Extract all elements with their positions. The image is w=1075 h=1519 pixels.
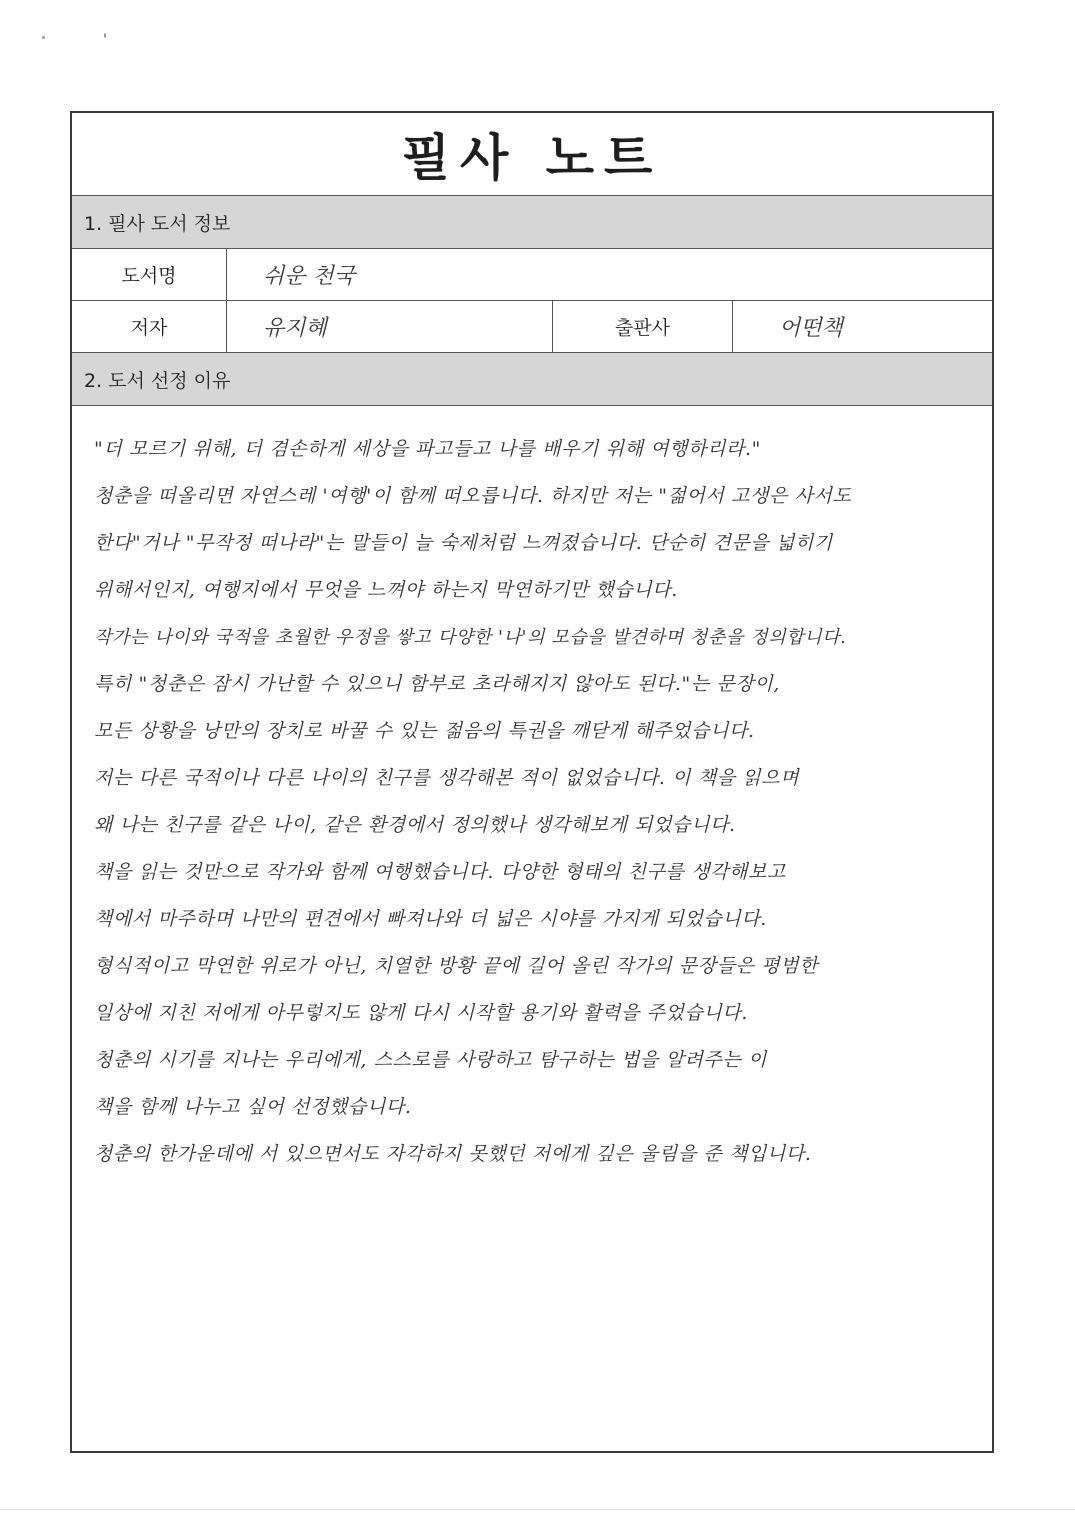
book-title-row xyxy=(72,249,992,301)
transcription-note-form xyxy=(70,111,994,1453)
reason-line: 청춘을 떠올리면 자연스레 '여행'이 함께 떠오릅니다. 하지만 저는 "젊어서 고생은 사서도 xyxy=(94,485,852,507)
scan-edge-line xyxy=(0,1509,1075,1510)
scan-speck xyxy=(42,36,45,39)
selection-reason-text xyxy=(72,406,992,1178)
author-value: 유지혜 xyxy=(227,301,553,352)
page-title: 필사 노트 xyxy=(401,129,663,187)
book-title-value: 쉬운 천국 xyxy=(263,264,356,289)
reason-line: 모든 상황을 낭만의 장치로 바꿀 수 있는 젊음의 특권을 깨닫게 해주었습니다. xyxy=(94,720,755,742)
reason-line: 책을 함께 나누고 싶어 선정했습니다. xyxy=(94,1096,412,1118)
reason-line: 저는 다른 국적이나 다른 나이의 친구를 생각해본 적이 없었습니다. 이 책을 읽으며 xyxy=(94,767,800,789)
publisher-label: 출판사 xyxy=(553,301,733,352)
reason-line: 왜 나는 친구를 같은 나이, 같은 환경에서 정의했나 생각해보게 되었습니다. xyxy=(94,814,736,836)
scan-speck xyxy=(104,33,106,38)
reason-line: 위해서인지, 여행지에서 무엇을 느껴야 하는지 막연하기만 했습니다. xyxy=(94,579,678,601)
section-heading-book-info: 1. 필사 도서 정보 xyxy=(72,196,992,249)
reason-line: 한다"거나 "무작정 떠나라"는 말들이 늘 숙제처럼 느껴졌습니다. 단순히 견문을 넓히기 xyxy=(94,532,833,554)
reason-line: 형식적이고 막연한 위로가 아닌, 치열한 방황 끝에 길어 올린 작가의 문장들은 평범한 xyxy=(94,955,819,977)
reason-line: 책에서 마주하며 나만의 편견에서 빠져나와 더 넓은 시야를 가지게 되었습니다. xyxy=(94,908,767,930)
reason-line: 작가는 나이와 국적을 초월한 우정을 쌓고 다양한 '나'의 모습을 발견하며 청춘을 정의합니다. xyxy=(94,627,847,648)
book-title-label: 도서명 xyxy=(72,249,227,300)
author-publisher-row xyxy=(72,301,992,353)
reason-line: 청춘의 시기를 지나는 우리에게, 스스로를 사랑하고 탐구하는 법을 알려주는 이 xyxy=(94,1049,767,1071)
reason-line: 책을 읽는 것만으로 작가와 함께 여행했습니다. 다양한 형태의 친구를 생각해보고 xyxy=(94,861,786,883)
reason-line: 청춘의 한가운데에 서 있으면서도 자각하지 못했던 저에게 깊은 울림을 준 책입니다. xyxy=(94,1143,812,1165)
title-row xyxy=(72,113,992,196)
section-heading-selection-reason: 2. 도서 선정 이유 xyxy=(72,353,992,406)
reason-line: 일상에 지친 저에게 아무렇지도 않게 다시 시작할 용기와 활력을 주었습니다. xyxy=(94,1002,748,1024)
publisher-value: 어떤책 xyxy=(779,316,843,341)
author-label: 저자 xyxy=(72,301,227,352)
reason-line: "더 모르기 위해, 더 겸손하게 세상을 파고들고 나를 배우기 위해 여행하리라." xyxy=(94,438,761,460)
reason-line: 특히 "청춘은 잠시 가난할 수 있으니 함부로 초라해지지 않아도 된다."는 문장이, xyxy=(94,673,780,695)
